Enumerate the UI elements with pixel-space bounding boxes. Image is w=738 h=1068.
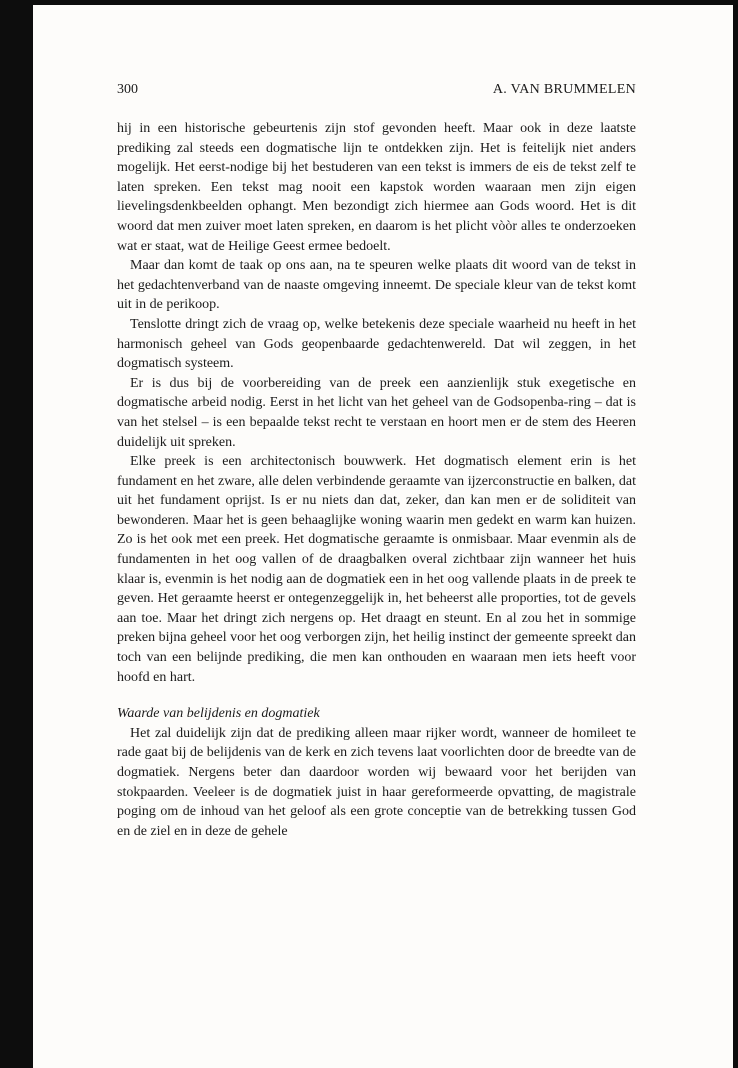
scan-edge-right: [733, 0, 738, 1068]
paragraph-continued: hij in een historische gebeurtenis zijn stof gevonden heeft. Maar ook in deze laatste prediking zal steeds een dogmatische lijn te ontdekken zijn. Het is feitelijk niet anders mogelijk. Het eerst-nodige bij het bestuderen van een tekst is immers de eis de tekst zelf te laten spreken. Een tekst mag nooit een kapstok worden waaraan men zijn eigen lievelingsdenkbeelden ophangt. Men bezondigt zich hiermee aan Gods woord. Het is dit woord dat men zuiver moet laten spreken, en daarom is het plicht vòòr alles te onderzoeken wat er staat, wat de Heilige Geest ermee bedoelt.: [117, 121, 636, 254]
body-text: [117, 119, 636, 841]
paragraph: Elke preek is een architectonisch bouwwerk. Het dogmatisch element erin is het fundament en het zware, alle delen verbindende geraamte van ijzerconstructie en balken, dat uit het fundament oprijst. Is er nu niets dan dat, zeker, dan kan men er de soliditeit van bewonderen. Maar het is geen behaaglijke woning waarin men gedekt en warm kan huizen. Zo is het ook met een preek. Het dogmatische geraamte is onmisbaar. Maar evenmin als de fundamenten in het oog vallen of de draagbalken overal zichtbaar zijn wanneer het huis klaar is, evenmin is het nodig aan de dogmatiek een in het oog vallende plaats in de preek te geven. Het geraamte heerst er ontegenzeggelijk in, het beheerst alle proporties, tot de gevels aan toe. Maar het dringt zich nergens op. Het draagt en steunt. En al zou het in sommige preken bijna geheel voor het oog verborgen zijn, het heilig instinct der gemeente spreekt dan toch van een belijnde prediking, die men kan onthouden en waaraan men iets heeft voor hoofd en hart.: [117, 454, 636, 685]
paragraph: Er is dus bij de voorbereiding van de preek een aanzienlijk stuk exegetische en dogmatische arbeid nodig. Eerst in het licht van het geheel van de Godsopenba-ring – dat is van het stelsel – is een bepaalde tekst recht te verstaan en hoort men er de stem des Heeren duidelijk uit spreken.: [117, 375, 636, 450]
page-number: 300: [117, 82, 138, 97]
scan-edge-left: [0, 0, 33, 1068]
paragraph: Maar dan komt de taak op ons aan, na te speuren welke plaats dit woord van de tekst in het gedachtenverband van de naaste omgeving inneemt. De speciale kleur van de tekst komt uit in de perikoop.: [117, 258, 636, 313]
section-heading: Waarde van belijdenis en dogmatiek: [117, 706, 320, 722]
paragraph: Het zal duidelijk zijn dat de prediking alleen maar rijker wordt, wanneer de homileet te rade gaat bij de belijdenis van de kerk en zich tevens laat voorlichten door de breedte van de dogmatiek. Nergens beter dan daardoor worden wij bewaard voor het berijden van stokpaarden. Veeleer is de dogmatiek juist in haar gereformeerde opvatting, de magistrale poging om de inhoud van het geloof als een grote conceptie van de betrekking tussen God en de ziel en in deze de gehele: [117, 725, 636, 839]
running-head-author: A. VAN BRUMMELEN: [492, 82, 636, 97]
paragraph: Tenslotte dringt zich de vraag op, welke betekenis deze speciale waarheid nu heeft in het harmonisch geheel van Gods geopenbaarde gedachtenwereld. Dat wil zeggen, in het dogmatisch systeem.: [117, 316, 636, 372]
